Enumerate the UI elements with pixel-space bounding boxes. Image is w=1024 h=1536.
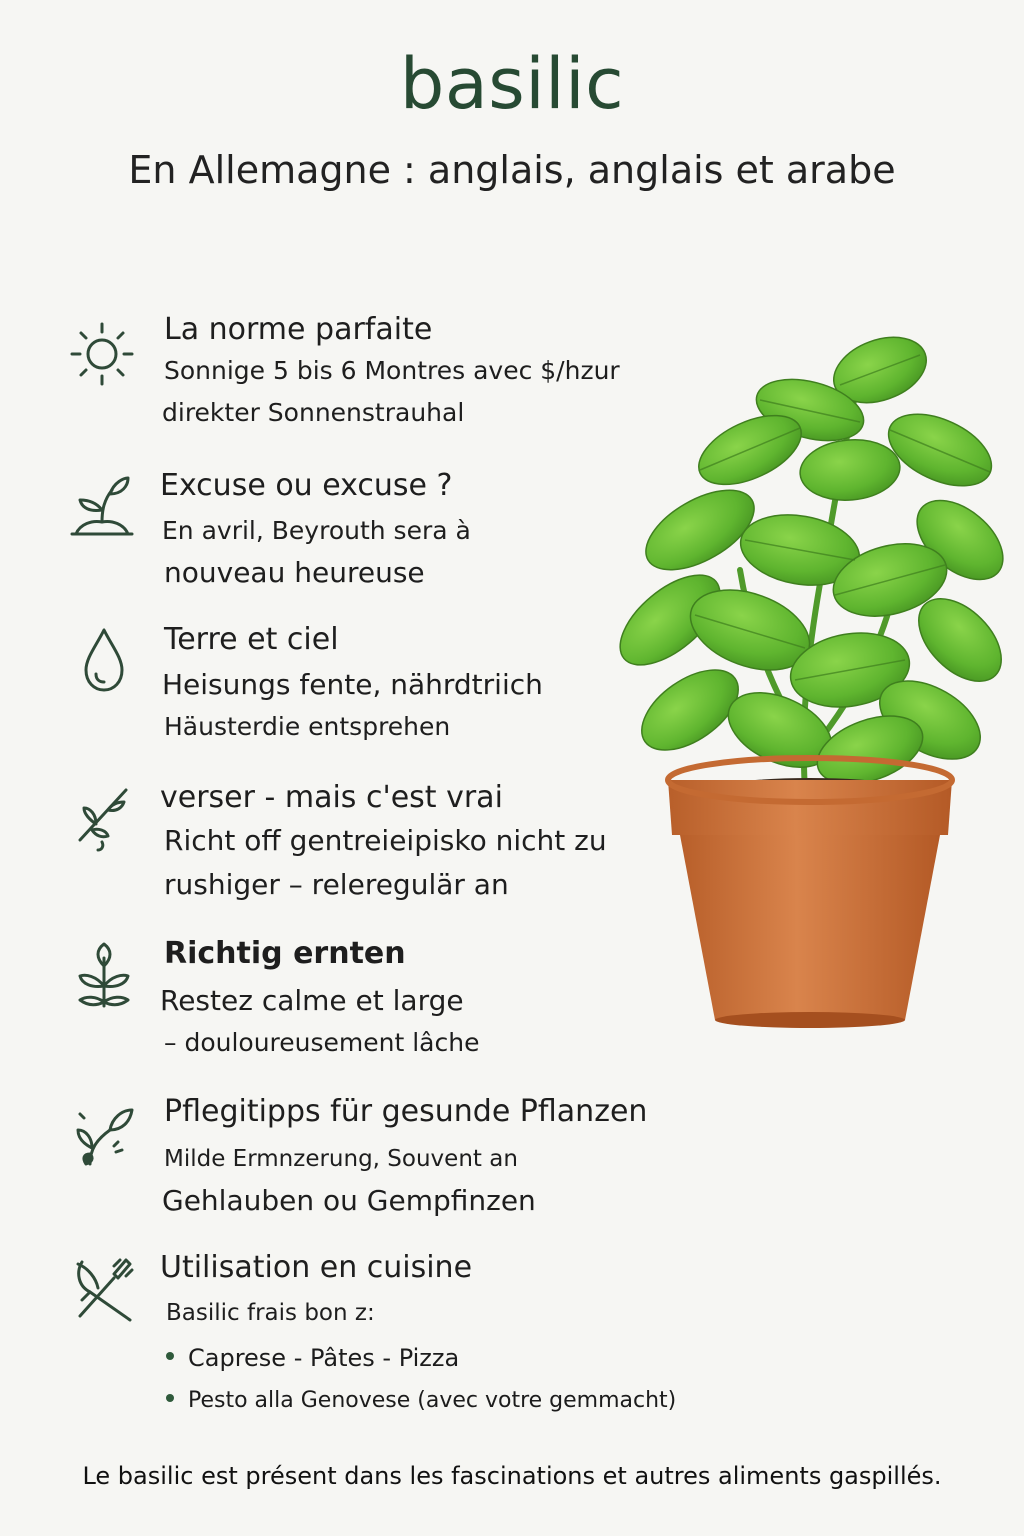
section-text-line: Richt off gentreieipisko nicht zu <box>164 824 607 857</box>
section-text-line: direkter Sonnenstrauhal <box>162 398 465 427</box>
section-title: Terre et ciel <box>164 622 339 657</box>
bullet-item: Caprese - Pâtes - Pizza <box>166 1344 459 1373</box>
water-drop-icon <box>66 624 142 700</box>
section-title: Pflegitipps für gesunde Pflanzen <box>164 1094 648 1129</box>
section-title: Excuse ou excuse ? <box>160 468 453 503</box>
sprout-icon <box>66 940 142 1016</box>
section-cooking <box>0 1252 720 1422</box>
section-text-line: Milde Ermnzerung, Souvent an <box>164 1146 518 1172</box>
sun-icon <box>64 316 140 392</box>
bullet-dot <box>166 1394 174 1402</box>
section-text-line: En avril, Beyrouth sera à <box>162 516 471 545</box>
section-text-line: Basilic frais bon z: <box>166 1300 375 1326</box>
basil-plant-illustration <box>600 330 1010 1030</box>
section-text-line: Heisungs fente, nährdtriich <box>162 668 543 701</box>
bullet-item: Pesto alla Genovese (avec votre gemmacht) <box>166 1388 676 1414</box>
section-text-line: rushiger – releregulär an <box>164 868 509 901</box>
section-text-line: Gehlauben ou Gempfinzen <box>162 1184 536 1217</box>
section-text-line: – douloureusement lâche <box>164 1028 480 1057</box>
section-title: Utilisation en cuisine <box>160 1250 473 1285</box>
footer-note: Le basilic est présent dans les fascinations et autres aliments gaspillés. <box>82 1462 942 1490</box>
section-title: verser - mais c'est vrai <box>160 780 503 815</box>
page-title: basilic <box>399 43 625 125</box>
section-title: La norme parfaite <box>164 312 433 347</box>
section-title: Richtig ernten <box>164 936 406 971</box>
section-text-line: Restez calme et large <box>160 984 464 1017</box>
section-text-line: nouveau heureuse <box>164 556 425 589</box>
bullet-dot <box>166 1352 174 1360</box>
seedling-icon <box>64 470 140 546</box>
plant-care-icon <box>66 1100 142 1176</box>
cutlery-icon <box>68 1252 144 1328</box>
page-subtitle: En Allemagne : anglais, anglais et arabe <box>128 148 896 192</box>
section-text-line: Häusterdie entsprehen <box>164 712 451 741</box>
section-care <box>0 1096 720 1216</box>
watering-icon <box>68 784 144 860</box>
section-text-line: Sonnige 5 bis 6 Montres avec $/hzur <box>164 356 620 385</box>
